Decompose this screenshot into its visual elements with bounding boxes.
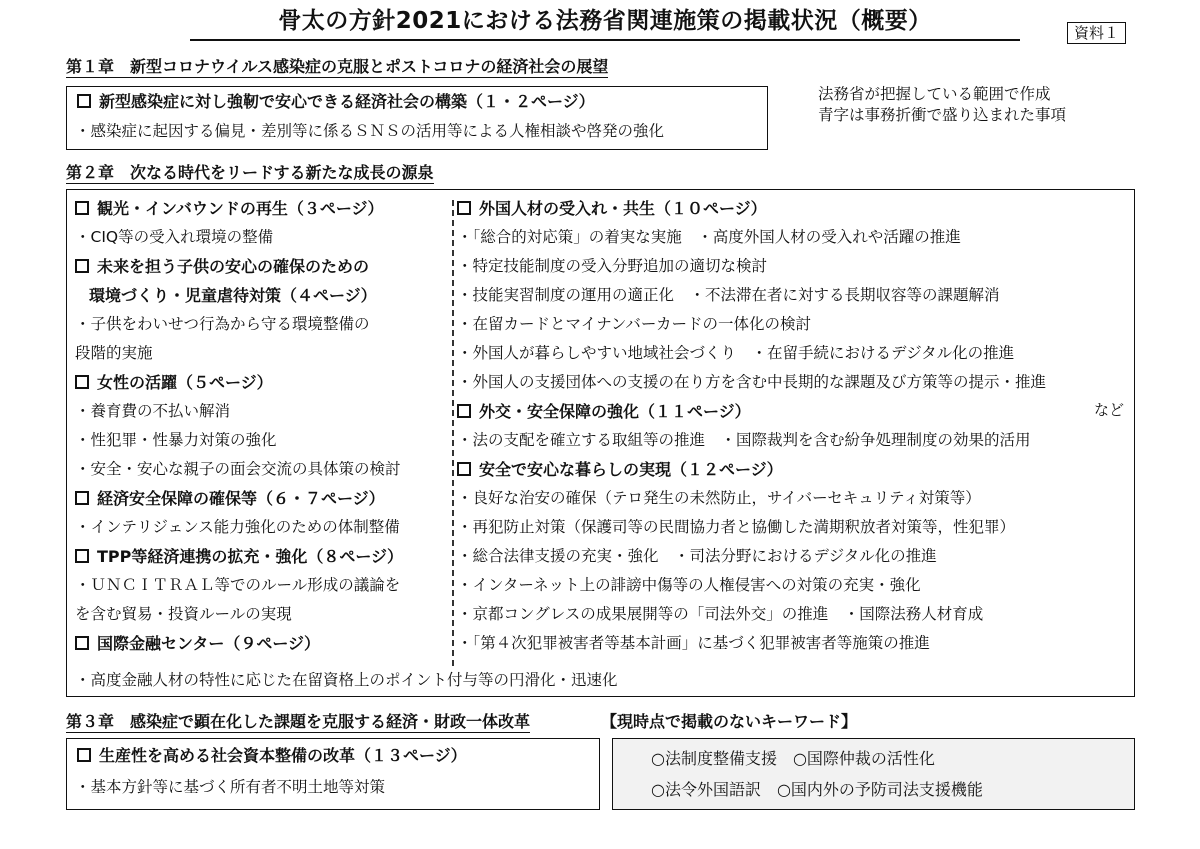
keywords-line-2: ○法令外国語訳 ○国内外の予防司法支援機能 — [651, 780, 983, 799]
left-section-heading-cont: 環境づくり・児童虐待対策（４ページ） — [89, 286, 377, 305]
right-list-item: ・外国人が暮らしやすい地域社会づくり ・在留手続におけるデジタル化の推進 — [457, 344, 1015, 362]
checkbox-square-icon — [77, 748, 91, 762]
right-list-item: ・総合法律支援の充実・強化 ・司法分野におけるデジタル化の推進 — [457, 547, 937, 565]
right-list-item: ・「第４次犯罪被害者等基本計画」に基づく犯罪被害者等施策の推進 — [457, 634, 930, 652]
left-section-heading: 未来を担う子供の安心の確保のための — [75, 252, 455, 281]
right-section-heading: 外交・安全保障の強化（１１ページ） — [457, 397, 1127, 426]
chapter-2-bottom-item: ・高度金融人材の特性に応じた在留資格上のポイント付与等の円滑化・迅速化 — [75, 671, 618, 689]
checkbox-square-icon — [457, 404, 471, 418]
right-list-item: ・技能実習制度の運用の適正化 ・不法滞在者に対する長期収容等の課題解消 — [457, 286, 1000, 304]
document-badge: 資料１ — [1067, 22, 1126, 44]
checkbox-square-icon — [75, 636, 89, 650]
right-list-item: ・特定技能制度の受入分野追加の適切な検討 — [457, 257, 768, 275]
page-title: 骨太の方針2021における法務省関連施策の掲載状況（概要） — [190, 6, 1020, 41]
left-list-item: ・CIQ等の受入れ環境の整備 — [75, 228, 274, 246]
left-list-item: ・子供をわいせつ行為から守る環境整備の — [75, 315, 370, 333]
left-section-heading: TPP等経済連携の拡充・強化（８ページ） — [75, 542, 455, 571]
left-list-item: ・安全・安心な親子の面会交流の具体策の検討 — [75, 460, 401, 478]
right-list-item: ・法の支配を確立する取組等の推進 ・国際裁判を含む紛争処理制度の効果的活用 — [457, 431, 1031, 449]
checkbox-square-icon — [77, 94, 91, 108]
chapter-1-heading: 第１章 新型コロナウイルス感染症の克服とポストコロナの経済社会の展望 — [66, 57, 609, 76]
chapter-3-box-title: 生産性を高める社会資本整備の改革（１３ページ） — [77, 741, 467, 770]
checkbox-square-icon — [75, 201, 89, 215]
chapter-2-left-column — [75, 194, 455, 658]
left-list-item: ・インテリジェンス能力強化のための体制整備 — [75, 518, 400, 536]
keywords-heading: 【現時点で掲載のないキーワード】 — [601, 712, 858, 731]
right-column-suffix: など — [1094, 401, 1125, 419]
checkbox-square-icon — [457, 462, 471, 476]
right-list-item: ・「総合的対応策」の着実な実施 ・高度外国人材の受入れや活躍の推進 — [457, 228, 961, 246]
chapter-1-box-title: 新型感染症に対し強靭で安心できる経済社会の構築（１・２ページ） — [77, 87, 595, 116]
left-list-item: ・養育費の不払い解消 — [75, 402, 231, 420]
chapter-3-box — [66, 738, 600, 810]
chapter-2-right-column — [457, 194, 1127, 658]
checkbox-square-icon — [75, 491, 89, 505]
right-list-item: ・良好な治安の確保（テロ発生の未然防止，サイバーセキュリティ対策等） — [457, 489, 981, 507]
chapter-1-box — [66, 86, 768, 150]
chapter-2-box — [66, 189, 1135, 697]
keywords-box — [612, 738, 1135, 810]
left-section-heading: 経済安全保障の確保等（６・７ページ） — [75, 484, 455, 513]
left-list-item: 段階的実施 — [75, 344, 153, 362]
right-list-item: ・在留カードとマイナンバーカードの一体化の検討 — [457, 315, 812, 333]
chapter-3-box-item: ・基本方針等に基づく所有者不明土地等対策 — [75, 778, 386, 796]
right-list-item: ・外国人の支援団体への支援の在り方を含む中長期的な課題及び方策等の提示・推進 — [457, 373, 1047, 391]
keywords-line-1: ○法制度整備支援 ○国際仲裁の活性化 — [651, 749, 935, 768]
left-section-heading: 観光・インバウンドの再生（３ページ） — [75, 194, 455, 223]
left-list-item: ・性犯罪・性暴力対策の強化 — [75, 431, 277, 449]
left-section-heading: 国際金融センター（９ページ） — [75, 629, 455, 658]
checkbox-square-icon — [75, 259, 89, 273]
right-list-item: ・再犯防止対策（保護司等の民間協力者と協働した満期釈放者対策等，性犯罪） — [457, 518, 1016, 536]
right-list-item: ・インターネット上の誹謗中傷等の人権侵害への対策の充実・強化 — [457, 576, 921, 594]
left-list-item: を含む貿易・投資ルールの実現 — [75, 605, 292, 623]
chapter-1-box-item: ・感染症に起因する偏見・差別等に係るＳＮＳの活用等による人権相談や啓発の強化 — [75, 122, 665, 140]
chapter-3-heading: 第３章 感染症で顕在化した課題を克服する経済・財政一体改革 — [66, 712, 531, 731]
chapter-2-heading: 第２章 次なる時代をリードする新たな成長の源泉 — [66, 163, 434, 182]
column-divider — [452, 200, 454, 666]
checkbox-square-icon — [457, 201, 471, 215]
left-list-item: ・ＵＮＣＩＴＲＡＬ等でのルール形成の議論を — [75, 576, 401, 594]
checkbox-square-icon — [75, 375, 89, 389]
note-blue-text: 青字は事務折衝で盛り込まれた事項 — [818, 106, 1067, 124]
right-list-item: ・京都コングレスの成果展開等の「司法外交」の推進 ・国際法務人材育成 — [457, 605, 984, 623]
right-section-heading: 安全で安心な暮らしの実現（１２ページ） — [457, 455, 1127, 484]
right-section-heading: 外国人材の受入れ・共生（１０ページ） — [457, 194, 1127, 223]
left-section-heading: 女性の活躍（５ページ） — [75, 368, 455, 397]
note-scope: 法務省が把握している範囲で作成 — [818, 85, 1051, 103]
checkbox-square-icon — [75, 549, 89, 563]
